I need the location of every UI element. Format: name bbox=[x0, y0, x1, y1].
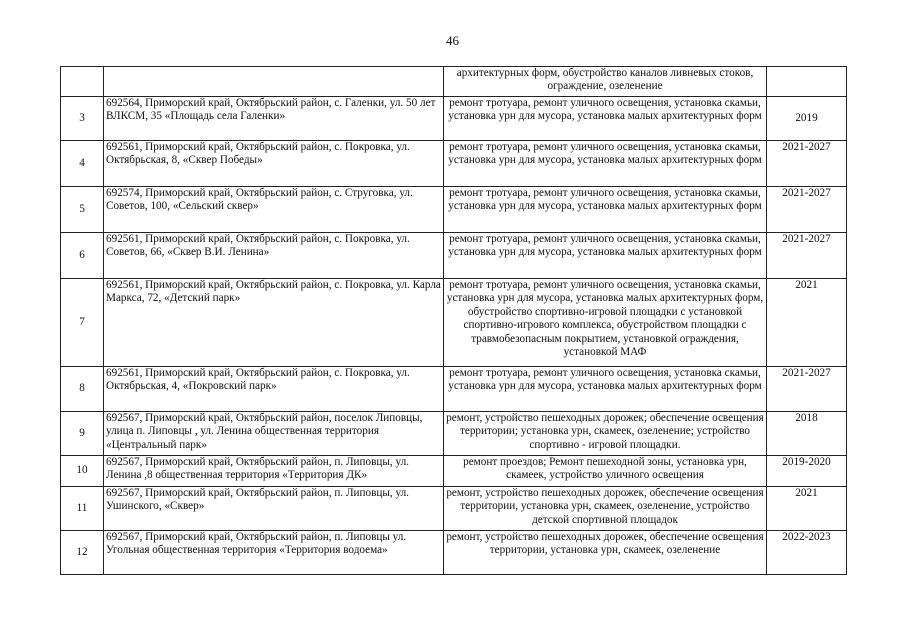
address-cell: 692564, Приморский край, Октябрьский район, с. Галенки, ул. 50 лет ВЛКСМ, 35 «Площадь села Галенки» bbox=[104, 97, 444, 141]
address-cell: 692561, Приморский край, Октябрьский район, с. Покровка, ул. Октябрьская, 4, «Покровский парк» bbox=[104, 367, 444, 412]
works-cell: ремонт, устройство пешеходных дорожек, обеспечение освещения территории, установка урн, скамеек, озеленение, устройство детской спортивной площадок bbox=[444, 487, 767, 531]
table-body bbox=[61, 67, 847, 575]
row-number: 10 bbox=[61, 456, 104, 487]
address-cell: 692574, Приморский край, Октябрьский район, с. Струговка, ул. Советов, 100, «Сельский сквер» bbox=[104, 187, 444, 233]
works-cell: ремонт тротуара, ремонт уличного освещения, установка скамьи, установка урн для мусора, установка малых архитектурных форм bbox=[444, 187, 767, 233]
table-row bbox=[61, 233, 847, 279]
table-row bbox=[61, 487, 847, 531]
row-number: 7 bbox=[61, 279, 104, 367]
address-cell: 692561, Приморский край, Октябрьский район, с. Покровка, ул. Советов, 66, «Сквер В.И. Ленина» bbox=[104, 233, 444, 279]
address-cell: 692567, Приморский край, Октябрьский район, п. Липовцы, ул. Ушинского, «Сквер» bbox=[104, 487, 444, 531]
works-cell: ремонт тротуара, ремонт уличного освещения, установка скамьи, установка урн для мусора, установка малых архитектурных форм bbox=[444, 97, 767, 141]
address-cell: 692561, Приморский край, Октябрьский район, с. Покровка, ул. Октябрьская, 8, «Сквер Победы» bbox=[104, 141, 444, 187]
year-cell bbox=[767, 67, 847, 97]
table-row bbox=[61, 456, 847, 487]
address-cell: 692567, Приморский край, Октябрьский район, поселок Липовцы, улица п. Липовцы , ул. Ленина общественная территория «Центральный парк» bbox=[104, 412, 444, 456]
row-number: 5 bbox=[61, 187, 104, 233]
works-cell: ремонт тротуара, ремонт уличного освещения, установка скамьи, установка урн для мусора, установка малых архитектурных форм bbox=[444, 233, 767, 279]
row-number bbox=[61, 67, 104, 97]
table-row bbox=[61, 67, 847, 97]
table-row bbox=[61, 279, 847, 367]
row-number: 8 bbox=[61, 367, 104, 412]
table-row bbox=[61, 141, 847, 187]
works-cell: архитектурных форм, обустройство каналов ливневых стоков, ограждение, озеленение bbox=[444, 67, 767, 97]
address-cell bbox=[104, 67, 444, 97]
works-cell: ремонт, устройство пешеходных дорожек, обеспечение освещения территории, установка урн, скамеек, озеленение bbox=[444, 531, 767, 575]
territories-table bbox=[60, 66, 847, 575]
row-number: 6 bbox=[61, 233, 104, 279]
table-row bbox=[61, 97, 847, 141]
page-number: 46 bbox=[446, 33, 459, 48]
table-row bbox=[61, 412, 847, 456]
table-row bbox=[61, 367, 847, 412]
year-cell: 2021-2027 bbox=[767, 141, 847, 187]
address-cell: 692567, Приморский край, Октябрьский район, п. Липовцы ул. Угольная общественная территория «Территория водоема» bbox=[104, 531, 444, 575]
table-row bbox=[61, 531, 847, 575]
year-cell: 2021-2027 bbox=[767, 367, 847, 412]
row-number: 9 bbox=[61, 412, 104, 456]
year-cell: 2021-2027 bbox=[767, 187, 847, 233]
address-cell: 692567, Приморский край, Октябрьский район, п. Липовцы, ул. Ленина ,8 общественная территория «Территория ДК» bbox=[104, 456, 444, 487]
works-cell: ремонт тротуара, ремонт уличного освещения, установка скамьи, установка урн для мусора, установка малых архитектурных форм bbox=[444, 367, 767, 412]
works-cell: ремонт, устройство пешеходных дорожек; обеспечение освещения территории; установка урн, скамеек, озеленение; устройство спортивно - игровой площадки. bbox=[444, 412, 767, 456]
year-cell: 2018 bbox=[767, 412, 847, 456]
address-cell: 692561, Приморский край, Октябрьский район, с. Покровка, ул. Карла Маркса, 72, «Детский парк» bbox=[104, 279, 444, 367]
table-row bbox=[61, 187, 847, 233]
row-number: 12 bbox=[61, 531, 104, 575]
year-cell: 2019 bbox=[767, 97, 847, 141]
works-cell: ремонт проездов; Ремонт пешеходной зоны, установка урн, скамеек, устройство уличного освещения bbox=[444, 456, 767, 487]
year-cell: 2022-2023 bbox=[767, 531, 847, 575]
works-cell: ремонт тротуара, ремонт уличного освещения, установка скамьи, установка урн для мусора, установка малых архитектурных форм bbox=[444, 141, 767, 187]
year-cell: 2021 bbox=[767, 279, 847, 367]
row-number: 4 bbox=[61, 141, 104, 187]
row-number: 3 bbox=[61, 97, 104, 141]
year-cell: 2021 bbox=[767, 487, 847, 531]
year-cell: 2021-2027 bbox=[767, 233, 847, 279]
works-cell: ремонт тротуара, ремонт уличного освещения, установка скамьи, установка урн для мусора, установка малых архитектурных форм, обустройство спортивно-игровой площадки с установкой спортивно-игрового комплекса, обустройством площадки с травмобезопасным покрытием, установкой ограждения, установкой МАФ bbox=[444, 279, 767, 367]
year-cell: 2019-2020 bbox=[767, 456, 847, 487]
row-number: 11 bbox=[61, 487, 104, 531]
